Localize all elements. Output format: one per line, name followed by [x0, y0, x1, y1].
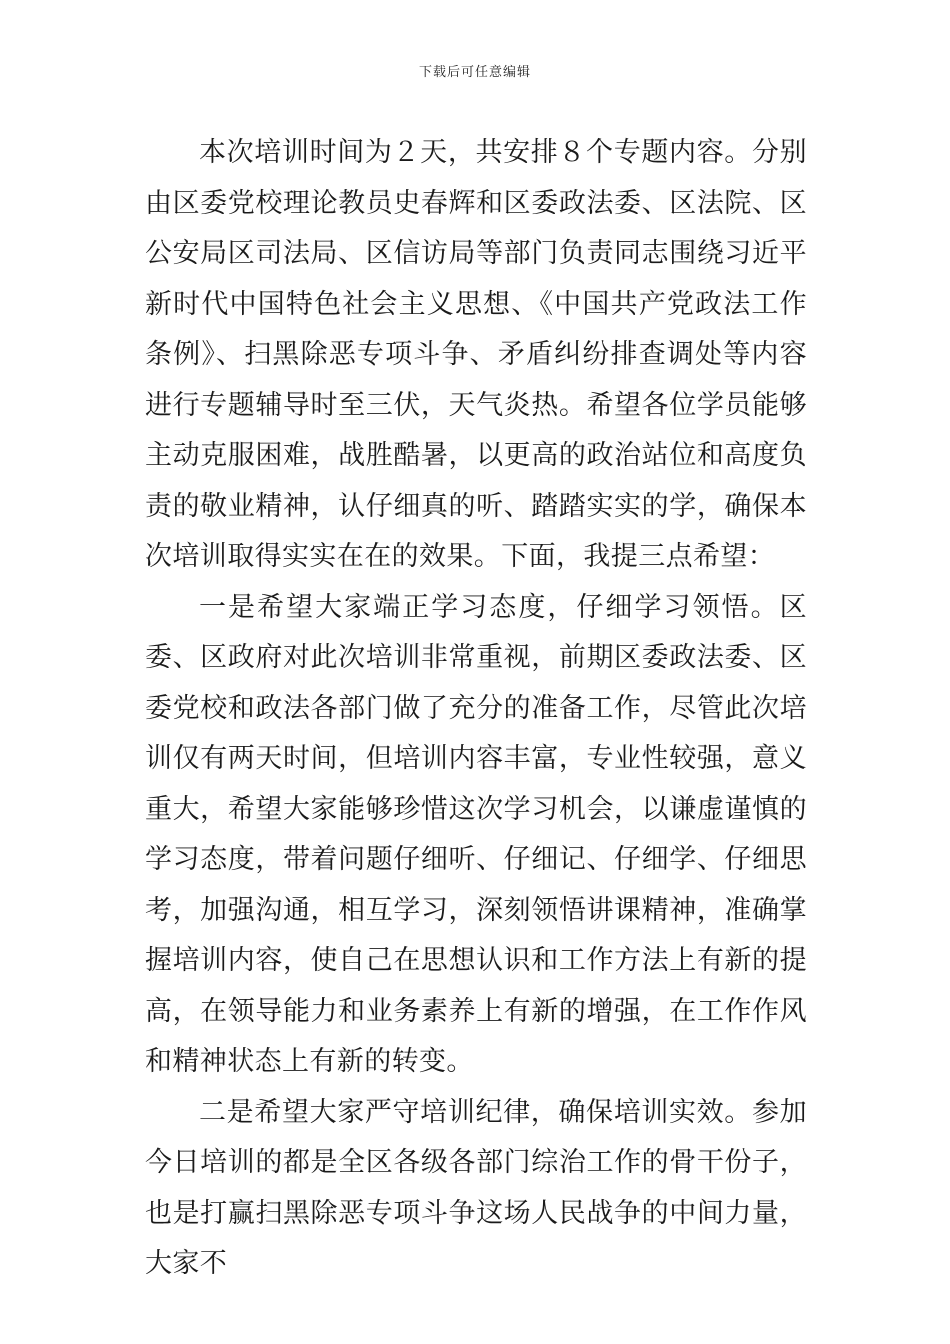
paragraph-3: 二是希望大家严守培训纪律，确保培训实效。参加今日培训的都是全区各级各部门综治工作的骨干份子，也是打赢扫黑除恶专项斗争这场人民战争的中间力量，大家不 [145, 1096, 807, 1279]
paragraph-1: 本次培训时间为２天，共安排８个专题内容。分别由区委党校理论教员史春辉和区委政法委、区法院、区公安局区司法局、区信访局等部门负责同志围绕习近平新时代中国特色社会主义思想、《中国共产党政法工作条例》、扫黑除恶专项斗争、矛盾纠纷排查调处等内容进行专题辅导时至三伏，天气炎热。希望各位学员能够主动克服困难，战胜酷暑，以更高的政治站位和高度负责的敬业精神，认仔细真的听、踏踏实实的学，确保本次培训取得实实在在的效果。下面，我提三点希望： [145, 137, 807, 572]
page-header-note: 下载后可任意编辑 [418, 65, 531, 80]
document-body [145, 128, 807, 1290]
paragraph-2: 一是希望大家端正学习态度，仔细学习领悟。区委、区政府对此次培训非常重视，前期区委政法委、区委党校和政法各部门做了充分的准备工作，尽管此次培训仅有两天时间，但培训内容丰富，专业性较强，意义重大，希望大家能够珍惜这次学习机会，以谦虚谨慎的学习态度，带着问题仔细听、仔细记、仔细学、仔细思考，加强沟通，相互学习，深刻领悟讲课精神，准确掌握培训内容，使自己在思想认识和工作方法上有新的提高，在领导能力和业务素养上有新的增强，在工作作风和精神状态上有新的转变。 [145, 591, 807, 1077]
